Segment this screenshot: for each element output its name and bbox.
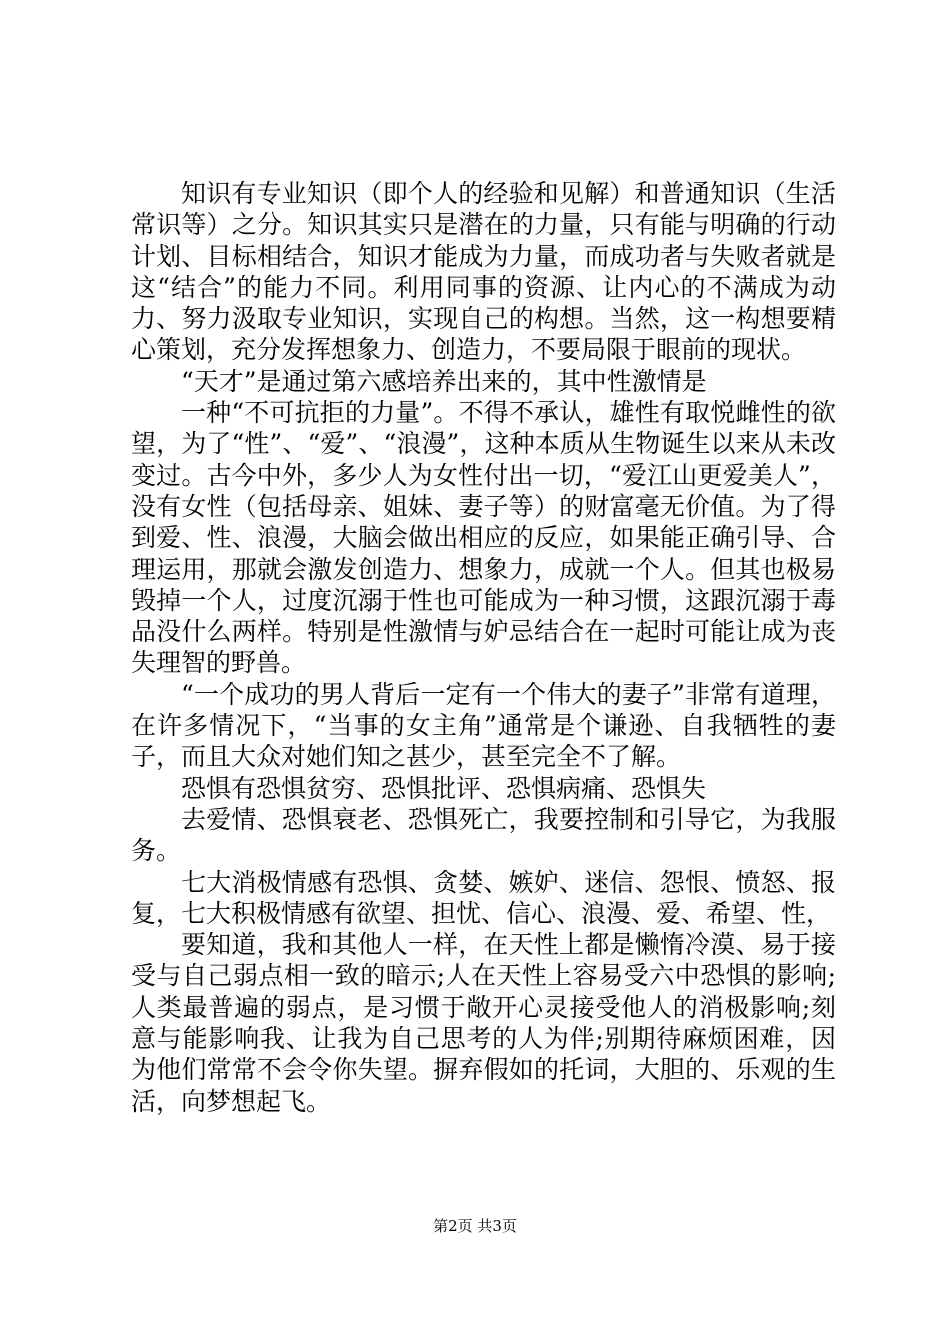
paragraph-irresistible-force: 一种“不可抗拒的力量”。不得不承认，雄性有取悦雌性的欲望，为了“性”、“爱”、“浪漫”，这种本质从生物诞生以来从未改变过。古今中外，多少人为女性付出一切，“爱江山更爱美人”，没有女性（包括母亲、姐妹、妻子等）的财富毫无价值。为了得到爱、性、浪漫，大脑会做出相应的反应，如果能正确引导、合理运用，那就会激发创造力、想象力，成就一个人。但其也极易毁掉一个人，过度沉溺于性也可能成为一种习惯，这跟沉溺于毒品没什么两样。特别是性激情与妒忌结合在一起时可能让成为丧失理智的野兽。: [131, 398, 836, 678]
document-body: [131, 178, 836, 1117]
paragraph-emotions: 七大消极情感有恐惧、贪婪、嫉妒、迷信、怨恨、愤怒、报复，七大积极情感有欲望、担忧、信心、浪漫、爱、希望、性，: [131, 867, 836, 928]
paragraph-conclusion: 要知道，我和其他人一样，在天性上都是懒惰冷漠、易于接受与自己弱点相一致的暗示;人在天性上容易受六中恐惧的影响;人类最普遍的弱点，是习惯于敞开心灵接受他人的消极影响;刻意与能影响我、让我为自己思考的人为伴;别期待麻烦困难，因为他们常常不会令你失望。摒弃假如的托词，大胆的、乐观的生活，向梦想起飞。: [131, 930, 836, 1116]
paragraph-fears-continued: 去爱情、恐惧衰老、恐惧死亡，我要控制和引导它，为我服务。: [131, 804, 836, 866]
paragraph-fears: 恐惧有恐惧贫穷、恐惧批评、恐惧病痛、恐惧失: [181, 773, 707, 803]
paragraph-knowledge: 知识有专业知识（即个人的经验和见解）和普通知识（生活常识等）之分。知识其实只是潜在的力量，只有能与明确的行动计划、目标相结合，知识才能成为力量，而成功者与失败者就是这“结合”的能力不同。利用同事的资源、让内心的不满成为动力、努力汲取专业知识，实现自己的构想。当然，这一构想要精心策划，充分发挥想象力、创造力，不要局限于眼前的现状。: [131, 179, 836, 365]
page-number-footer: 第2页 共3页: [433, 1217, 517, 1235]
paragraph-successful-man: “一个成功的男人背后一定有一个伟大的妻子”非常有道理，在许多情况下，“当事的女主角”通常是个谦逊、自我牺牲的妻子，而且大众对她们知之甚少，甚至完全不了解。: [131, 679, 836, 772]
paragraph-genius: “天才”是通过第六感培养出来的，其中性激情是: [181, 366, 707, 396]
